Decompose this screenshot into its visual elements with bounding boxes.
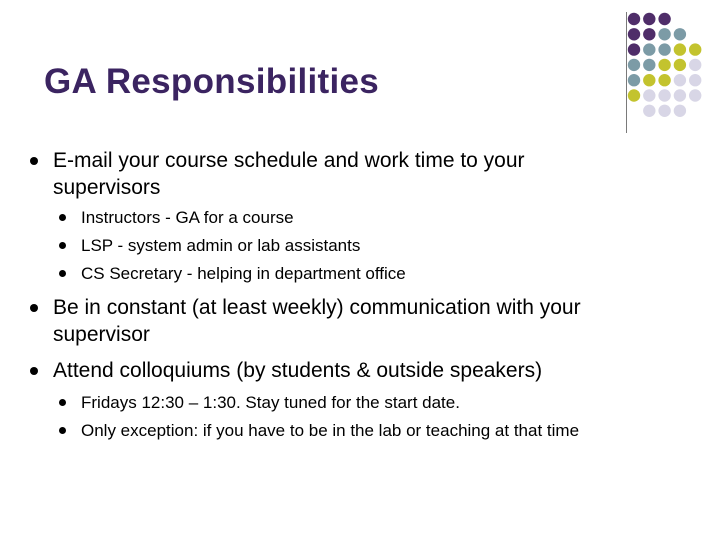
- bullet-text: Be in constant (at least weekly) communication with your: [53, 296, 581, 319]
- sub-bullet-item: [81, 203, 294, 232]
- bullet-dot-icon: [59, 270, 66, 277]
- bullet-continuation: [53, 321, 150, 348]
- bullet-text: Fridays 12:30 – 1:30. Stay tuned for the start date.: [81, 393, 460, 412]
- bullet-dot-icon: [59, 427, 66, 434]
- slide-title: GA Responsibilities: [44, 62, 380, 101]
- sub-bullet-item: [81, 231, 360, 260]
- bullet-text: LSP - system admin or lab assistants: [81, 236, 361, 255]
- bullet-text: CS Secretary - helping in department office: [81, 264, 406, 283]
- bullet-item: [53, 147, 525, 174]
- bullet-text: supervisor: [53, 323, 150, 346]
- bullet-text: Attend colloquiums (by students & outside speakers): [53, 359, 543, 382]
- bullet-dot-icon: [30, 367, 38, 375]
- bullet-continuation: [53, 174, 160, 201]
- bullet-text: Only exception: if you have to be in the lab or teaching at that time: [81, 421, 580, 440]
- bullet-item: [53, 357, 542, 384]
- bullet-dot-icon: [59, 214, 66, 221]
- bullet-text: E-mail your course schedule and work time to your: [53, 149, 525, 172]
- bullet-dot-icon: [30, 157, 38, 165]
- bullet-item: [53, 294, 581, 321]
- bullet-dot-icon: [30, 304, 38, 312]
- sub-bullet-item: [81, 259, 406, 288]
- sub-bullet-item: [81, 388, 460, 417]
- sub-bullet-item: [81, 416, 579, 445]
- bullet-dot-icon: [59, 242, 66, 249]
- bullet-text: supervisors: [53, 176, 161, 199]
- bullet-text: Instructors - GA for a course: [81, 208, 294, 227]
- bullet-dot-icon: [59, 399, 66, 406]
